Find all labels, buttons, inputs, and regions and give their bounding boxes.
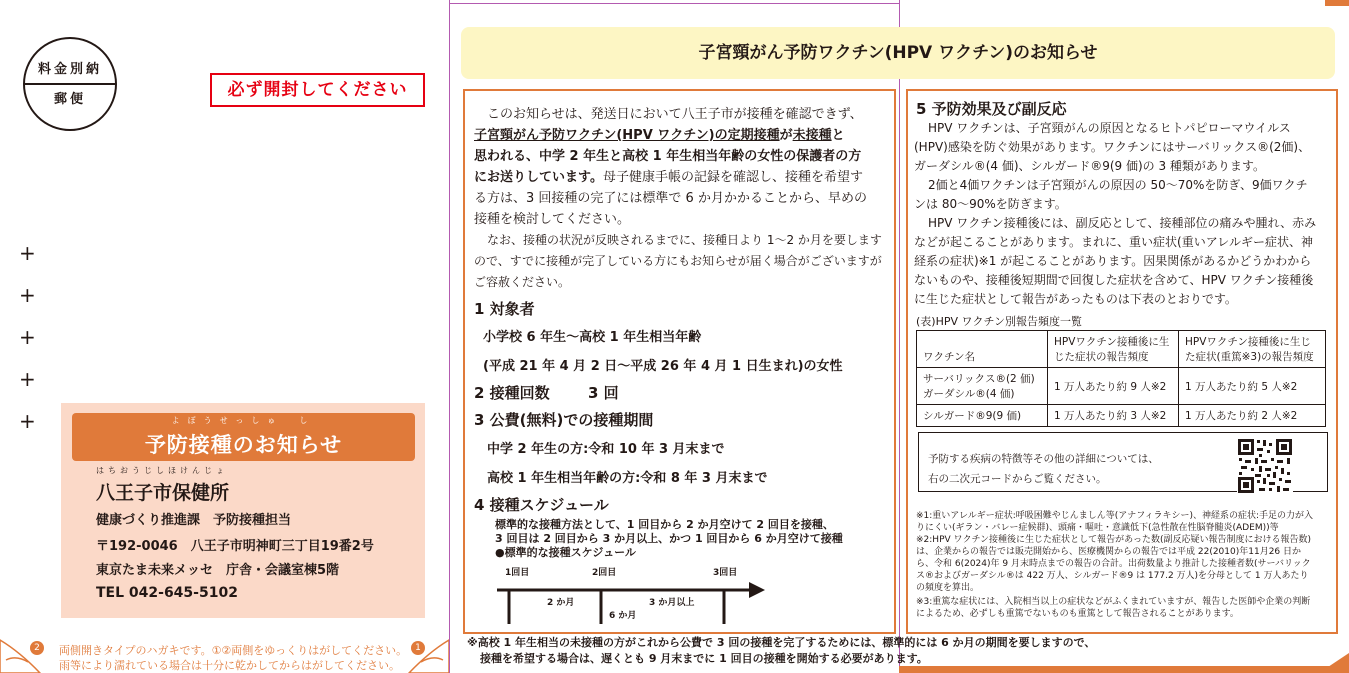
stamp-divider <box>25 83 115 85</box>
intro-line: る方は、3 回接種の完了には標準で 6 か月かかることから、早めの <box>474 191 867 206</box>
intro-text: 母子健康手帳の記録を確認し、接種を希望す <box>602 170 863 185</box>
qr-text-2: 右の二次元コードからご覧ください。 <box>928 473 1107 485</box>
table-header-severe: HPVワクチン接種後に生じた症状(重篤※3)の報告頻度 <box>1179 331 1326 368</box>
crop-mark-plus: + <box>19 367 36 391</box>
crop-mark-plus: + <box>19 409 36 433</box>
section-1-heading: 1 対象者 <box>474 300 535 318</box>
office-address: 〒192-0046 八王子市明神町三丁目19番2号 <box>96 539 374 554</box>
table-title: (表)HPV ワクチン別報告頻度一覧 <box>916 315 1082 328</box>
office-dept: 健康づくり推進課 予防接種担当 <box>96 513 292 528</box>
page-banner-title: 子宮頸がん予防ワクチン(HPV ワクチン)のお知らせ <box>461 27 1335 79</box>
footnote-2: ※2:HPV ワクチン接種後に生じた症状として報告があった数(副反応疑い報告制度における報告数)は、企業からの報告では販売開始から、医療機関からの報告では平成 22(2010)年11月26 日から、令和 6(2024)年 9 月末時点までの報告の合計。出荷数量より推計した接種者数(サーバリックス®およびガーダシル®は 422 万人、シルガード®9 は 177.2 万人)を分母として 1 万人あたりの頻度を算出。 <box>916 535 1311 593</box>
intro-line <box>474 146 886 167</box>
peel-instruction-2: 雨等により濡れている場合は十分に乾かしてからはがしてください。 <box>59 659 400 672</box>
schedule-dose-1: 1回目 <box>505 568 530 578</box>
section-5-para-1: HPV ワクチンは、子宮頸がんの原因となるヒトパピローマウイルス(HPV)感染を防ぐ効果があります。ワクチンにはサーバリックス®(2価)、ガーダシル®(4 価)、シルガード®9(9 価)の 3 種類があります。 <box>914 121 1311 173</box>
must-open-label: 必ず開封してください <box>210 73 425 107</box>
section-1-line-2: (平成 21 年 4 月 2 日～平成 26 年 4 月 1 日生まれ)の女性 <box>483 359 843 374</box>
peel-corner-right-icon <box>400 630 449 673</box>
footnote-3: ※3:重篤な症状には、入院相当以上の症状などがふくまれていますが、報告した医師や企業の判断によるため、必ずしも重篤でないものも重篤として報告されることがあります。 <box>916 597 1311 619</box>
table-row <box>917 405 1326 427</box>
crop-mark-plus: + <box>19 241 36 265</box>
middle-footnote-1: ※高校 1 年生相当の未接種の方がこれから公費で 3 回の接種を完了するためには、標準的には 6 か月の期間を要しますので、 <box>467 636 1096 649</box>
peel-badge-2: 2 <box>30 641 44 655</box>
section-3-line-1: 中学 2 年生の方:令和 10 年 3 月末まで <box>487 442 725 457</box>
stamp-line1: 料金別納 <box>37 62 102 77</box>
crop-mark-plus: + <box>19 283 36 307</box>
intro-emphasis: が <box>779 128 793 143</box>
intro-emphasis: と <box>831 128 845 143</box>
middle-footnote-2: 接種を希望する場合は、遅くとも 9 月末までに 1 回目の接種を開始する必要があります。 <box>480 652 928 665</box>
intro-line: このお知らせは、発送日において八王子市が接種を確認できず、 <box>487 107 863 122</box>
intro-emphasis: 未接種 <box>792 128 832 143</box>
office-name: 八王子市保健所 <box>96 482 230 504</box>
section-1-line-1: 小学校 6 年生～高校 1 年生相当年齢 <box>483 330 702 345</box>
intro-emphasis: にお送りしています。 <box>474 170 603 185</box>
table-header-vaccine: ワクチン名 <box>917 331 1048 368</box>
leaflet-title-ruby: よぼうせっしゅ し <box>171 416 316 425</box>
qr-code-icon[interactable] <box>1237 438 1293 494</box>
intro-line: ご容赦ください。 <box>474 275 571 289</box>
table-cell-severe: 1 万人あたり約 5 人※2 <box>1179 368 1326 405</box>
schedule-gap-3months: 3 か月以上 <box>649 598 695 608</box>
section-2-heading: 2 接種回数 <box>474 384 550 402</box>
table-header-row <box>917 331 1326 368</box>
intro-line <box>474 167 886 188</box>
schedule-gap-6months: 6 か月 <box>609 611 637 621</box>
section-5-body <box>914 119 1318 309</box>
orange-top-strip <box>1325 0 1349 6</box>
table-header-all: HPVワクチン接種後に生じた症状の報告頻度 <box>1048 331 1179 368</box>
section-3-heading: 3 公費(無料)での接種期間 <box>474 411 654 429</box>
office-tel: TEL 042-645-5102 <box>96 585 238 601</box>
office-ruby: はちおうじしほけんじょ <box>96 466 228 475</box>
orange-corner-decoration <box>899 653 1349 673</box>
section-4-line-3: ●標準的な接種スケジュール <box>495 546 636 559</box>
intro-line: なお、接種の状況が反映されるまでに、接種日より 1～2 か月を要します <box>487 233 882 247</box>
peel-badge-1: 1 <box>411 641 425 655</box>
table-cell-all: 1 万人あたり約 9 人※2 <box>1048 368 1179 405</box>
postage-stamp <box>23 37 117 131</box>
section-4-heading: 4 接種スケジュール <box>474 496 609 514</box>
section-5-para-3: HPV ワクチン接種後には、副反応として、接種部位の痛みや腫れ、赤みなどが起こることがあります。まれに、重い症状(重いアレルギー症状、神経系の症状)※1 が起こることがあります。因果関係があるかどうかわからないものや、接種後短期間で回復した症状を含めて、HPV ワクチン接種後に生じた症状として報告があったものは下表のとおりです。 <box>914 216 1317 306</box>
intro-paragraph <box>474 104 886 293</box>
report-frequency-table <box>916 330 1326 427</box>
crop-mark-plus: + <box>19 325 36 349</box>
section-4-line-2: 3 回目は 2 回目から 3 か月以上、かつ 1 回目から 6 か月空けて接種 <box>495 532 843 545</box>
leaflet-title: 予防接種のお知らせ <box>144 433 343 457</box>
qr-text-1: 予防する疾病の特徴等その他の詳細については、 <box>928 453 1159 465</box>
stamp-line2: 郵便 <box>53 92 86 107</box>
fold-guide-left <box>449 0 450 673</box>
table-row <box>917 368 1326 405</box>
table-cell-severe: 1 万人あたり約 2 人※2 <box>1179 405 1326 427</box>
intro-line <box>474 125 886 146</box>
schedule-dose-2: 2回目 <box>592 568 617 578</box>
schedule-dose-3: 3回目 <box>713 568 738 578</box>
intro-line: 接種を検討してください。 <box>474 212 631 227</box>
intro-line: ので、すでに接種が完了している方にもお知らせが届く場合がございますが <box>474 254 882 268</box>
section-5-heading: 5 予防効果及び副反応 <box>916 100 1067 118</box>
office-building: 東京たま未来メッセ 庁舎・会議室棟5階 <box>96 563 340 578</box>
footnote-1: ※1:重いアレルギー症状:呼吸困難やじんましん等(アナフィラキシー)、神経系の症状:手足の力が入りにくい(ギラン・バレー症候群)、頭痛・嘔吐・意識低下(急性散在性脳脊髄炎(ADEM))等 <box>916 511 1313 533</box>
table-cell-vaccine: シルガード®9(9 価) <box>917 405 1048 427</box>
table-cell-vaccine: サーバリックス®(2 価)ガーダシル®(4 価) <box>917 368 1048 405</box>
section-2-value: 3 回 <box>588 384 619 402</box>
leaflet-title-box <box>72 413 415 461</box>
intro-emphasis: 子宮頸がん予防ワクチン(HPV ワクチン)の定期接種 <box>474 128 780 143</box>
cut-guide-top <box>449 3 899 4</box>
section-4-line-1: 標準的な接種方法として、1 回目から 2 か月空けて 2 回目を接種、 <box>495 518 834 531</box>
intro-emphasis: 思われる、中学 2 年生と高校 1 年生相当年齢の女性の保護者の方 <box>474 149 862 164</box>
section-3-line-2: 高校 1 年生相当年齢の方:令和 8 年 3 月末まで <box>487 471 768 486</box>
fold-guide-right <box>899 0 900 673</box>
peel-instruction-1: 両側開きタイプのハガキです。①②両側をゆっくりはがしてください。 <box>59 644 408 657</box>
schedule-gap-2months: 2 か月 <box>547 598 575 608</box>
section-5-para-2: 2価と4価ワクチンは子宮頸がんの原因の 50～70%を防ぎ、9価ワクチンは 80～90%を防ぎます。 <box>914 178 1308 211</box>
table-cell-all: 1 万人あたり約 3 人※2 <box>1048 405 1179 427</box>
